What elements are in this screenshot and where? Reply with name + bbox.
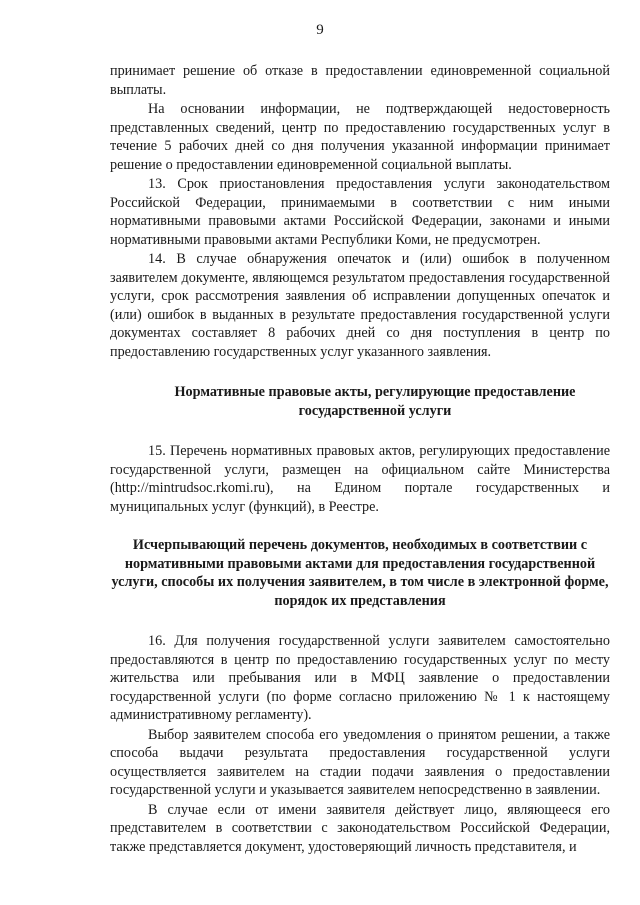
paragraph-verification: На основании информации, не подтверждающей недостоверность представленных сведений, центр по предоставлению государственных услуг в течение 5 рабочих дней со дня получения указанной информации принимает решение о предоставлении единовременной социальной выплаты. [110,101,610,173]
paragraph-13: 13. Срок приостановления предоставления услуги законодательством Российской Федерации, принимаемыми в соответствии с ним иными нормативными правовыми актами Российской Федерации, законами и иными нормативными правовыми актами Республики Коми, не предусмотрен. [110,176,610,248]
section-heading-documents-list: Исчерпывающий перечень документов, необходимых в соответствии с нормативными правовыми актами для предоставления государственной услуги, способы их получения заявителем, в том числе в электронной форме, порядок их представления [111,537,609,609]
paragraph-16: 16. Для получения государственной услуги заявителем самостоятельно предоставляются в центр по предоставлению государственных услуг по месту жительства или пребывания или в МФЦ заявление о предоставлении государственной услуги (по форме согласно приложению № 1 к настоящему административному регламенту). [110,633,610,723]
section-heading-normative-acts: Нормативные правовые акты, регулирующие предоставление государственной услуги [174,384,576,419]
page-number: 9 [316,22,324,38]
paragraph-continuation: принимает решение об отказе в предоставлении единовременной социальной выплаты. [110,63,610,98]
document-body [110,62,610,857]
paragraph-14: 14. В случае обнаружения опечаток и (или) ошибок в полученном заявителем документе, являющемся результатом предоставления государственной услуги, срок рассмотрения заявления об исправлении допущенных опечаток и (или) ошибок в выданных в результате предоставления государственной услуги документах составляет 8 рабочих дней со дня поступления в центр по предоставлению государственных услуг указанного заявления. [110,251,610,360]
paragraph-notification-choice: Выбор заявителем способа его уведомления о принятом решении, а также способа выдачи результата предоставления государственной услуги осуществляется заявителем на стадии подачи заявления о предоставлении государственной услуги и указывается заявителем непосредственно в заявлении. [110,726,610,798]
paragraph-15: 15. Перечень нормативных правовых актов, регулирующих предоставление государственной услуги, размещен на официальном сайте Министерства (http://mintrudsoc.rkomi.ru), на Едином портале государственных и муниципальных услуг (функций), в Реестре. [110,443,610,515]
paragraph-representative: В случае если от имени заявителя действует лицо, являющееся его представителем в соответствии с законодательством Российской Федерации, также представляется документ, удостоверяющий личность представителя, и [110,801,610,855]
